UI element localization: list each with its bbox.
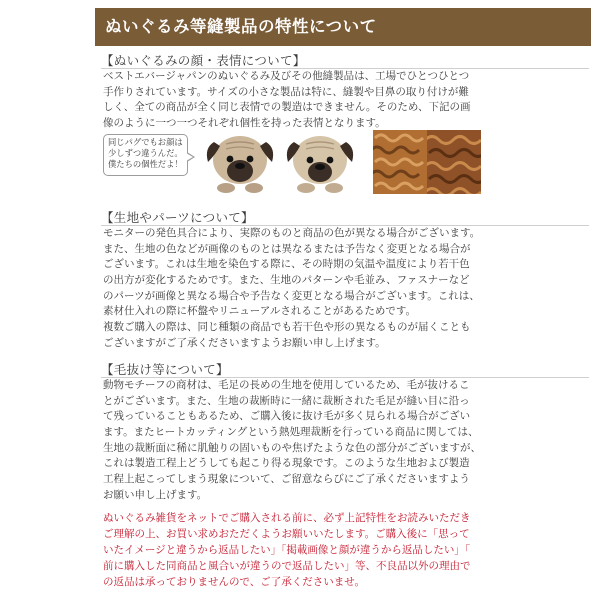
pug-plush-icon [276, 130, 364, 194]
page-title: ぬいぐるみ等縫製品の特性について [95, 8, 591, 46]
section-body-shedding [103, 378, 590, 504]
warning-line: ご理解の上、お買い求めおただくようお願いいたします。ご購入後に「思って [103, 528, 470, 540]
text-line: のパーツが画像と異なる場合や予告なく変更となる場合がございます。これは、 [103, 289, 480, 302]
text-line: モニターの発色具合により、実際のものと商品の色が異なる場合がございます。 [103, 227, 481, 239]
section-title-face: 【ぬいぐるみの顔・表情について】 [101, 53, 306, 68]
text-line: 手作りされています。サイズの小さな製品は特に、縫製や目鼻の取り付けが難 [103, 85, 469, 98]
text-line: の出方が変化するためです。また、生地のパターンや毛並み、ファスナーなど [103, 274, 470, 287]
text-line: これは製造工程上どうしても起こり得る現象です。このような生地および製造 [103, 457, 470, 470]
section-body-fabric [103, 226, 590, 352]
text-line: ます。またヒートカッティングという熱処理裁断を行っている商品に関しては、 [103, 426, 479, 439]
fur-swatch-icon [427, 130, 481, 194]
speech-bubble [103, 134, 188, 176]
text-line: ベストエバージャパンのぬいぐるみ及びその他縫製品は、工場でひとつひとつ [103, 70, 470, 82]
warning-line: いたイメージと違うから返品したい」「掲載画像と顔が違うから返品したい」「 [103, 544, 471, 556]
section-body-face [103, 69, 590, 132]
text-line: 複数ご購入の際は、同じ種類の商品でも若干色や形の異なるものが届くことも [103, 321, 471, 334]
text-line: 素材仕入れの際に杯盤やリニューアルされることがあるためです。 [103, 305, 417, 318]
text-line: しく、全ての商品が全く同じ表情での製造はできません。そのため、下記の画 [103, 101, 471, 114]
warning-line: ぬいぐるみ雑貨をネットでご購入される前に、必ず上記特性をお読みいただき [103, 512, 471, 524]
section-title-fabric: 【生地やパーツについて】 [101, 210, 254, 225]
bubble-line: 同じパグでもお顔は [108, 137, 183, 147]
text-line: お願い申し上げます。 [103, 488, 208, 501]
bubble-line: 少しずつ違うんだ。 [108, 148, 183, 158]
text-line: 工程上起こってしまう現象について、ご留意ならびにご了承くださいますよう [103, 473, 470, 486]
text-line: とがございます。また、生地の裁断時に一緒に裁断された毛足が縫い目に沿っ [103, 394, 470, 407]
text-line: て残っていることもあるため、ご購入後に抜け毛が多く見られる場合がござい [103, 410, 471, 423]
text-line: ございますがご了承くださいますようお願い申し上げます。 [103, 336, 386, 349]
fur-swatch-icon [373, 130, 427, 194]
section-title-shedding: 【毛抜け等について】 [101, 362, 229, 377]
bubble-line: 僕たちの個性だよ！ [108, 159, 183, 169]
text-line: 像のように一つ一つそれぞれ個性を持った表情となります。 [103, 117, 386, 130]
text-line: また、生地の色などが画像のものとは異なるまたは予告なく変更となる場合が [103, 242, 471, 255]
return-policy-warning [103, 510, 590, 590]
warning-line: 前に購入した同商品と風合いが違うので返品したい」等、不良品以外の理由で [103, 560, 471, 572]
text-line: 生地の裁断面に稀に肌触りの固いものや焦げたような色の部分がございますが、 [103, 441, 481, 454]
text-line: ございます。これは生地を染色する際に、その時期の気温や温度により若干色 [103, 258, 470, 271]
speech-bubble-tail [187, 152, 195, 162]
pug-plush-icon [196, 130, 284, 194]
warning-line: の返品は承っておりませんので、ご了承くださいませ。 [103, 576, 365, 588]
text-line: 動物モチーフの商材は、毛足の長めの生地を使用しているため、毛が抜けるこ [103, 379, 470, 391]
